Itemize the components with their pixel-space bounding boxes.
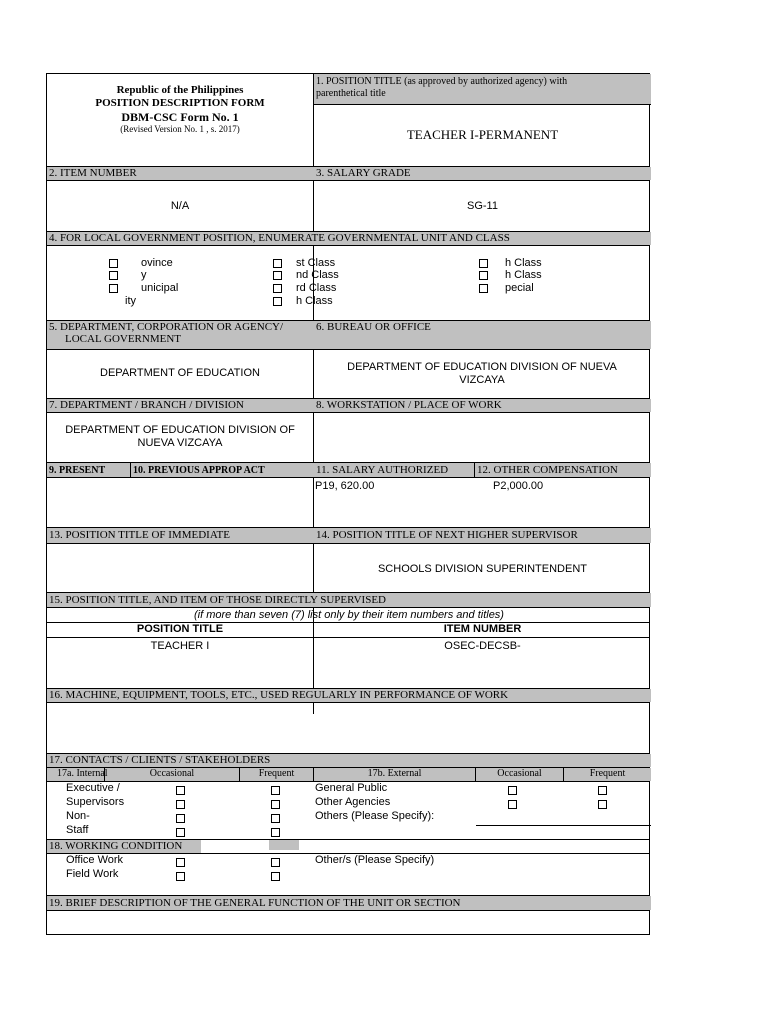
f12-label: 12. OTHER COMPENSATION — [477, 464, 618, 476]
general-public-frequent-checkbox[interactable] — [598, 786, 607, 795]
first-class-checkbox[interactable] — [273, 259, 282, 268]
special-checkbox[interactable] — [479, 284, 488, 293]
other-compensation-value[interactable]: P2,000.00 — [493, 480, 544, 492]
f9-label: 9. PRESENT — [49, 465, 106, 476]
others-specify-line[interactable] — [476, 825, 651, 826]
f5-label: 5. DEPARTMENT, CORPORATION OR AGENCY/ LOCAL GOVERNMENT — [49, 321, 284, 345]
f11-label: 11. SALARY AUTHORIZED — [316, 464, 449, 476]
f2-label: 2. ITEM NUMBER — [49, 167, 137, 179]
other-agencies-frequent-checkbox[interactable] — [598, 800, 607, 809]
supervisors-occasional-checkbox[interactable] — [176, 800, 185, 809]
field-work-frequent-checkbox[interactable] — [271, 872, 280, 881]
department-value[interactable]: DEPARTMENT OF EDUCATION — [100, 367, 260, 379]
executive-occasional-checkbox[interactable] — [176, 786, 185, 795]
lgu-label-1: ovince — [141, 257, 173, 269]
third-class-checkbox[interactable] — [273, 284, 282, 293]
republic-text: Republic of the Philippines — [116, 84, 244, 96]
form-number: DBM-CSC Form No. 1 — [121, 110, 239, 124]
general-public-occasional-checkbox[interactable] — [508, 786, 517, 795]
next-higher-supervisor-value[interactable]: SCHOOLS DIVISION SUPERINTENDENT — [377, 563, 588, 575]
f10-label: 10. PREVIOUS APPROP ACT — [133, 465, 265, 476]
f1-label: 1. POSITION TITLE (as approved by authorized agency) with parenthetical title — [316, 76, 568, 99]
class-label-2: nd Class — [296, 269, 339, 281]
class-label-5: h Class — [505, 257, 542, 269]
revision-text: (Revised Version No. 1 , s. 2017) — [120, 124, 240, 134]
fifth-class-checkbox[interactable] — [479, 259, 488, 268]
f18-label: 18. WORKING CONDITION — [49, 840, 183, 852]
class-label-6: h Class — [505, 269, 542, 281]
municipal-checkbox[interactable] — [109, 284, 118, 293]
internal-item-4: Staff — [66, 824, 89, 836]
internal-item-3: Non- — [66, 810, 90, 822]
internal-item-2: Supervisors — [66, 796, 125, 808]
class-label-3: rd Class — [296, 282, 337, 294]
office-work-frequent-checkbox[interactable] — [271, 858, 280, 867]
class-label-1: st Class — [296, 257, 336, 269]
form-header — [47, 84, 313, 135]
supervised-position-title[interactable]: TEACHER I — [150, 640, 210, 652]
non-frequent-checkbox[interactable] — [271, 814, 280, 823]
external-header: 17b. External — [367, 768, 422, 779]
external-item-2: Other Agencies — [315, 796, 391, 808]
staff-frequent-checkbox[interactable] — [271, 828, 280, 837]
supervisors-frequent-checkbox[interactable] — [271, 800, 280, 809]
city-checkbox[interactable] — [109, 271, 118, 280]
external-item-3: Others (Please Specify): — [315, 810, 435, 822]
external-frequent-header: Frequent — [589, 768, 626, 779]
executive-frequent-checkbox[interactable] — [271, 786, 280, 795]
staff-occasional-checkbox[interactable] — [176, 828, 185, 837]
internal-frequent-header: Frequent — [258, 768, 295, 779]
lgu-label-4: ity — [125, 295, 136, 307]
f17-label: 17. CONTACTS / CLIENTS / STAKEHOLDERS — [49, 754, 271, 766]
f16-label: 16. MACHINE, EQUIPMENT, TOOLS, ETC., USED REGULARLY IN PERFORMANCE OF WORK — [49, 689, 509, 701]
internal-occasional-header: Occasional — [149, 768, 195, 779]
f15-note: (if more than seven (7) list only by their item numbers and titles) — [194, 609, 504, 621]
salary-grade-value[interactable]: SG-11 — [467, 200, 498, 212]
f14-label: 14. POSITION TITLE OF NEXT HIGHER SUPERVISOR — [316, 529, 578, 541]
lgu-label-2: y — [141, 269, 147, 281]
f13-label: 13. POSITION TITLE OF IMMEDIATE — [49, 529, 230, 541]
f7-label: 7. DEPARTMENT / BRANCH / DIVISION — [49, 399, 244, 411]
field-work-label: Field Work — [66, 868, 119, 880]
f15-label: 15. POSITION TITLE, AND ITEM OF THOSE DIRECTLY SUPERVISED — [49, 594, 386, 606]
item-number-value[interactable]: N/A — [170, 200, 190, 212]
internal-item-1: Executive / — [66, 782, 120, 794]
sixth-class-checkbox[interactable] — [479, 271, 488, 280]
office-work-label: Office Work — [66, 854, 124, 866]
class-label-4: h Class — [296, 295, 333, 307]
supervised-item-number[interactable]: OSEC-DECSB- — [444, 640, 521, 652]
position-title-value[interactable]: TEACHER I-PERMANENT — [406, 127, 559, 142]
external-item-1: General Public — [315, 782, 388, 794]
other-agencies-occasional-checkbox[interactable] — [508, 800, 517, 809]
f3-label: 3. SALARY GRADE — [316, 167, 411, 179]
fourth-class-checkbox[interactable] — [273, 297, 282, 306]
office-work-occasional-checkbox[interactable] — [176, 858, 185, 867]
second-class-checkbox[interactable] — [273, 271, 282, 280]
position-description-form — [46, 73, 650, 935]
class-label-7: pecial — [505, 282, 534, 294]
non-occasional-checkbox[interactable] — [176, 814, 185, 823]
salary-authorized-value[interactable]: P19, 620.00 — [315, 480, 375, 492]
province-checkbox[interactable] — [109, 259, 118, 268]
position-title-column-header: POSITION TITLE — [136, 623, 224, 635]
form-title: POSITION DESCRIPTION FORM — [95, 97, 265, 109]
branch-division-value[interactable]: DEPARTMENT OF EDUCATION DIVISION OF NUEVA VIZCAYA — [65, 424, 295, 449]
f4-label: 4. FOR LOCAL GOVERNMENT POSITION, ENUMERATE GOVERNMENTAL UNIT AND CLASS — [49, 232, 510, 244]
f8-label: 8. WORKSTATION / PLACE OF WORK — [316, 399, 502, 411]
external-occasional-header: Occasional — [497, 768, 542, 779]
bureau-office-value[interactable]: DEPARTMENT OF EDUCATION DIVISION OF NUEVA VIZCAYA — [347, 361, 617, 386]
internal-header: 17a. Internal — [57, 768, 108, 779]
f6-label: 6. BUREAU OR OFFICE — [316, 321, 431, 333]
lgu-label-3: unicipal — [141, 282, 179, 294]
field-work-occasional-checkbox[interactable] — [176, 872, 185, 881]
f19-label: 19. BRIEF DESCRIPTION OF THE GENERAL FUNCTION OF THE UNIT OR SECTION — [49, 897, 461, 909]
other-working-condition-label: Other/s (Please Specify) — [315, 854, 435, 866]
item-number-column-header: ITEM NUMBER — [443, 623, 522, 635]
